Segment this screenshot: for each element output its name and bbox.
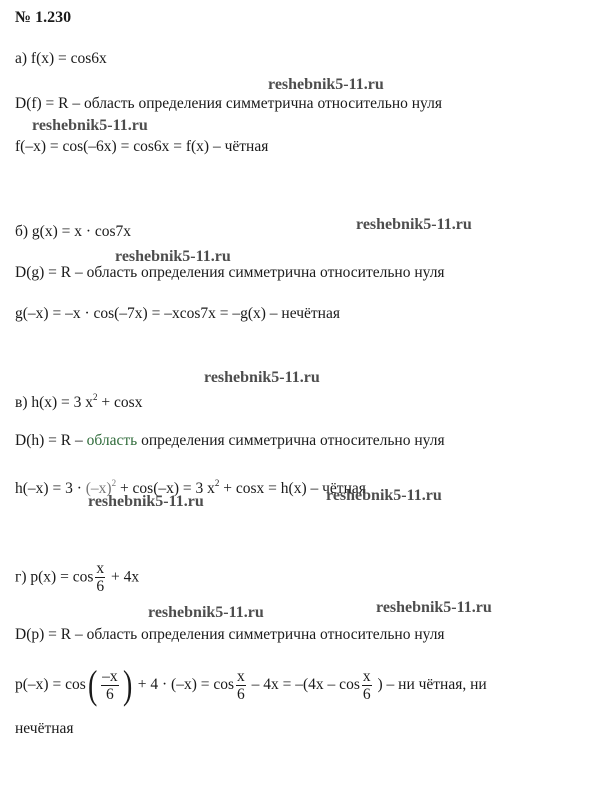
part-v-parity-check: $h(-x) = 3 \cdot (-x)^2 + \cos(-x) = 3$ $x^2 + \cos x = h(x)$ – чётная xyxy=(15,478,366,497)
fraction-x-over-6: $\frac{x}{6}$ xyxy=(362,667,371,703)
part-b-parity-check: g(–x) = –x · cos(–7x) = –xcos7x = –g(x) – нечётная xyxy=(15,305,340,322)
fraction-x-over-6: $\frac{x}{6}$ xyxy=(237,667,245,703)
watermark: reshebnik5-11.ru xyxy=(32,117,148,134)
part-b-domain: D(g) = R – область определения симметрична относительно нуля xyxy=(15,264,445,281)
part-a-domain: D(f) = R – область определения симметрична относительно нуля xyxy=(15,95,442,112)
part-g-function: г) p(x) = cos $\frac{x}{6}$ + 4x xyxy=(15,560,140,595)
watermark: reshebnik5-11.ru xyxy=(376,599,492,616)
part-g-domain: D(p) = R – область определения симметрична относительно нуля xyxy=(15,626,445,643)
watermark: reshebnik5-11.ru xyxy=(268,76,384,93)
part-b-function: б) g(x) = x · cos7x xyxy=(15,223,132,240)
fraction-neg-x-over-6: $\frac{-x}{6}$ xyxy=(102,667,118,703)
watermark: reshebnik5-11.ru xyxy=(326,487,442,504)
problem-number: № 1.230 xyxy=(15,9,72,26)
fraction-x-over-6: $\frac{x}{6}$ xyxy=(96,560,105,595)
watermark: reshebnik5-11.ru xyxy=(204,369,320,386)
part-g-parity-result-tail: нечётная xyxy=(15,720,74,737)
watermark: reshebnik5-11.ru xyxy=(115,248,231,265)
watermark: reshebnik5-11.ru xyxy=(148,604,264,621)
watermark: reshebnik5-11.ru xyxy=(356,216,472,233)
part-v-domain: D(h) = R – область определения симметрична относительно нуля xyxy=(15,432,445,449)
watermark: reshebnik5-11.ru xyxy=(88,493,204,510)
part-a-parity-check: f(–x) = cos(–6x) = cos6x = f(x) – чётная xyxy=(15,138,269,155)
part-g-parity-check: p(–x) = cos( $\frac{-x}{6}$ ) + 4 · (–x) = cos $\frac{x}{6}$ – 4x = –(4x – cos $\frac{x}{6}$ ) – ни чётная, ни xyxy=(15,662,487,707)
part-v-function: в) h(x) = 3 $x^2 + \cos x$ xyxy=(15,392,143,411)
part-a-function: а) f(x) = cos6x xyxy=(15,50,107,67)
